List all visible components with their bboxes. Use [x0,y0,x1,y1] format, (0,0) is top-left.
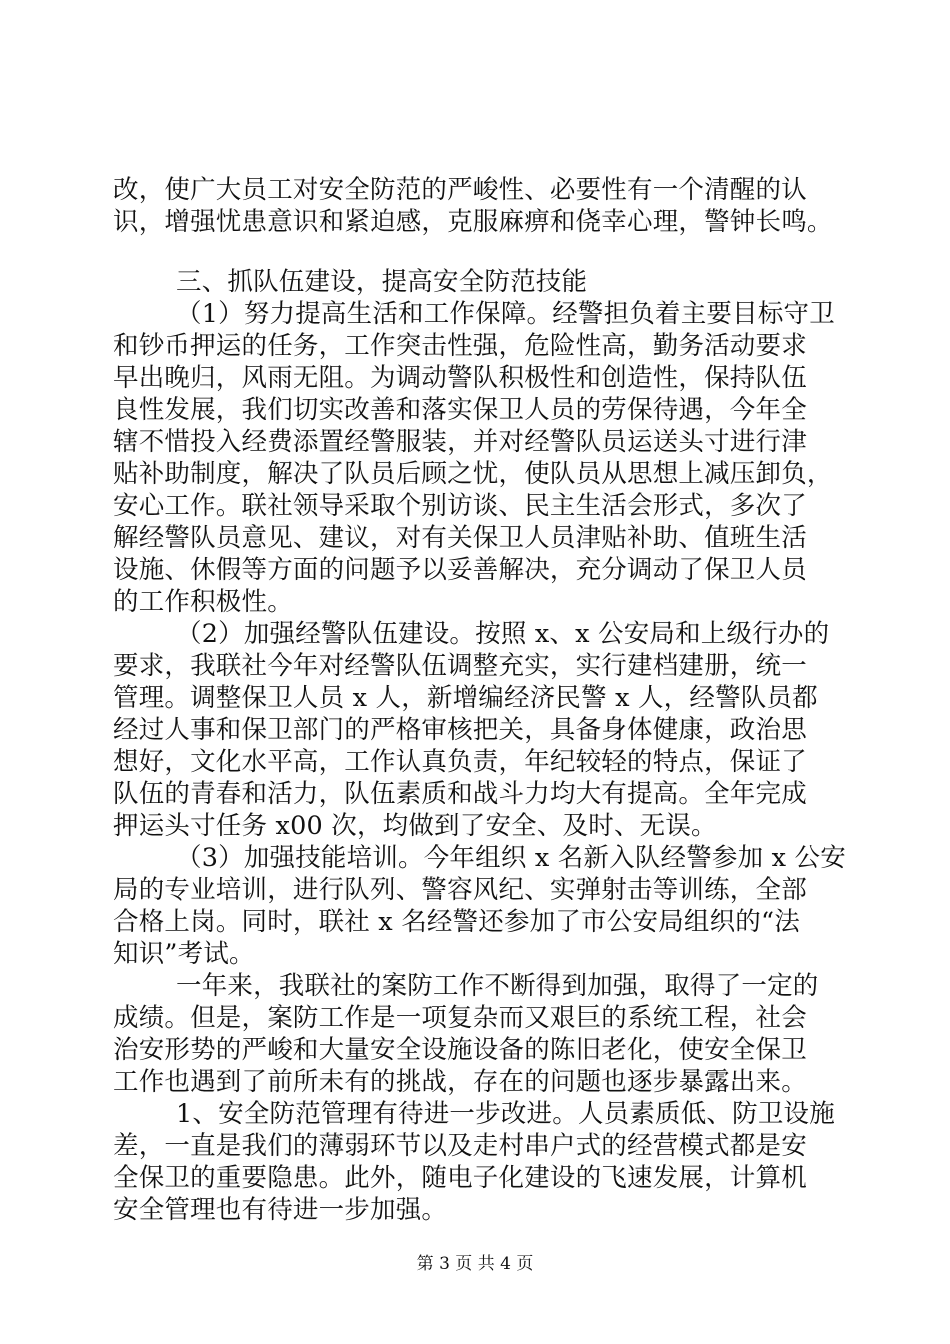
text-line: 经过人事和保卫部门的严格审核把关，具备身体健康，政治思 [113,715,807,745]
text-line: （3）加强技能培训。今年组织 x 名新入队经警参加 x 公安 [176,843,846,873]
text-line: 和钞币押运的任务，工作突击性强，危险性高，勤务活动要求 [113,331,807,361]
text-line: 局的专业培训，进行队列、警容风纪、实弹射击等训练，全部 [113,875,807,905]
text-line: 合格上岗。同时，联社 x 名经警还参加了市公安局组织的“法 [113,907,800,937]
text-line: 1、安全防范管理有待进一步改进。人员素质低、防卫设施 [176,1099,835,1129]
text-line: 良性发展，我们切实改善和落实保卫人员的劳保待遇，今年全 [113,395,807,425]
text-line: 差，一直是我们的薄弱环节以及走村串户式的经营模式都是安 [113,1131,807,1161]
text-line: 设施、休假等方面的问题予以妥善解决，充分调动了保卫人员 [113,555,807,585]
text-line: 识，增强忧患意识和紧迫感，克服麻痹和侥幸心理，警钟长鸣。 [113,207,833,237]
text-line: 要求，我联社今年对经警队伍调整充实，实行建档建册，统一 [113,651,807,681]
text-line: （1）努力提高生活和工作保障。经警担负着主要目标守卫 [176,299,835,329]
text-line: 安心工作。联社领导采取个别访谈、民主生活会形式，多次了 [113,491,807,521]
text-line: 解经警队员意见、建议，对有关保卫人员津贴补助、值班生活 [113,523,807,553]
text-line: 成绩。但是，案防工作是一项复杂而又艰巨的系统工程，社会 [113,1003,807,1033]
text-line: 全保卫的重要隐患。此外，随电子化建设的飞速发展，计算机 [113,1163,807,1193]
page-number-footer: 第 3 页 共 4 页 [416,1254,534,1274]
text-line: 辖不惜投入经费添置经警服装，并对经警队员运送头寸进行津 [113,427,807,457]
text-line: 一年来，我联社的案防工作不断得到加强，取得了一定的 [176,971,819,1001]
text-line: 工作也遇到了前所未有的挑战，存在的问题也逐步暴露出来。 [113,1067,807,1097]
text-line: 早出晚归，风雨无阻。为调动警队积极性和创造性，保持队伍 [113,363,807,393]
text-line: 押运头寸任务 x00 次，均做到了安全、及时、无误。 [113,811,717,841]
text-line: 安全管理也有待进一步加强。 [113,1195,448,1225]
section-heading: 三、抓队伍建设，提高安全防范技能 [176,267,588,297]
text-line: 贴补助制度，解决了队员后顾之忧，使队员从思想上减压卸负， [113,459,833,489]
text-line: 管理。调整保卫人员 x 人，新增编经济民警 x 人，经警队员都 [113,683,818,713]
text-line: 知识”考试。 [113,939,255,969]
text-line: 的工作积极性。 [113,587,293,617]
text-line: 想好，文化水平高，工作认真负责，年纪较轻的特点，保证了 [113,747,807,777]
text-line: 改，使广大员工对安全防范的严峻性、必要性有一个清醒的认 [113,175,807,205]
text-line: 队伍的青春和活力，队伍素质和战斗力均大有提高。全年完成 [113,779,807,809]
text-line: 治安形势的严峻和大量安全设施设备的陈旧老化，使安全保卫 [113,1035,807,1065]
text-line: （2）加强经警队伍建设。按照 x、x 公安局和上级行办的 [176,619,830,649]
